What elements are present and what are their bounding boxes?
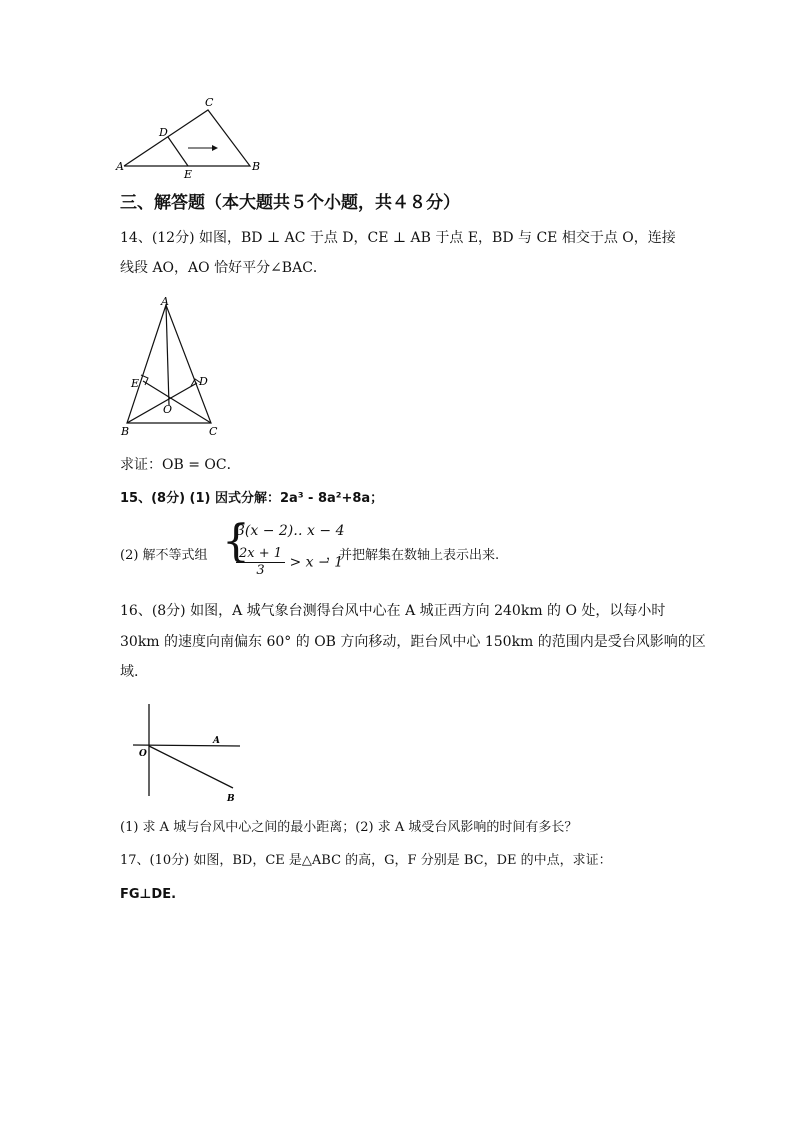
label-c: C xyxy=(205,96,214,109)
q15-part2-suffix: ，并把解集在数轴上表示出来. xyxy=(326,548,500,563)
q15-part2-prefix: (2) 解不等式组 xyxy=(120,548,208,563)
label-d: D xyxy=(159,126,168,139)
system-brace: { xyxy=(222,516,250,567)
label-a: A xyxy=(213,736,220,746)
label-e: E xyxy=(131,377,140,390)
label-o: O xyxy=(163,403,173,416)
arrow-head xyxy=(212,145,218,151)
figure-q16-coordinates xyxy=(125,700,255,810)
label-o: O xyxy=(139,749,147,759)
q15-part1: 15、(8分) (1) 因式分解：2a³ - 8a²+8a； xyxy=(120,491,384,506)
segment-ao xyxy=(166,305,169,405)
q14-prove: 求证：OB = OC． xyxy=(120,457,241,473)
figure-q14-triangle xyxy=(115,295,225,440)
triangle-q13 xyxy=(124,110,250,166)
label-b: B xyxy=(252,160,261,173)
q16-line3: 域. xyxy=(120,664,139,680)
q16-questions: (1) 求 A 城与台风中心之间的最小距离；(2) 求 A 城受台风影响的时间有多长？ xyxy=(120,820,578,835)
ineq2-denominator: 3 xyxy=(256,563,265,578)
q14-line2: 线段 AO，AO 恰好平分∠BAC． xyxy=(120,260,327,276)
ineq2-rhs: > x − 1 xyxy=(289,554,344,571)
label-e: E xyxy=(184,168,193,180)
q17-line2: FG⊥DE. xyxy=(120,887,177,902)
label-a: A xyxy=(116,160,124,173)
label-b: B xyxy=(227,794,235,804)
label-d: D xyxy=(199,375,208,388)
q16-line2: 30km 的速度向南偏东 60° 的 OB 方向移动，距台风中心 150km 的范围内是受台风影响的区 xyxy=(120,634,706,650)
label-c: C xyxy=(209,425,218,438)
q16-line1: 16、(8分) 如图，A 城气象台测得台风中心在 A 城正西方向 240km 的 O 处，以每小时 xyxy=(120,603,666,619)
ineq2-numerator: 2x + 1 xyxy=(236,546,285,563)
q17-line1: 17、(10分) 如图，BD，CE 是△ABC 的高，G，F 分别是 BC，DE 的中点，求证： xyxy=(120,853,612,868)
figure-q13-triangle xyxy=(112,94,272,180)
q14-line1: 14、(12分) 如图，BD ⊥ AC 于点 D，CE ⊥ AB 于点 E，BD 与 CE 相交于点 O，连接 xyxy=(120,230,676,246)
ineq1: 3(x − 2)‥ x − 4 xyxy=(236,523,345,539)
label-a: A xyxy=(161,295,169,308)
segment-de xyxy=(168,137,188,166)
path-ob xyxy=(149,746,233,788)
label-b: B xyxy=(121,425,130,438)
section-3-title: 三、解答题（本大题共５个小题，共４８分） xyxy=(120,193,460,213)
